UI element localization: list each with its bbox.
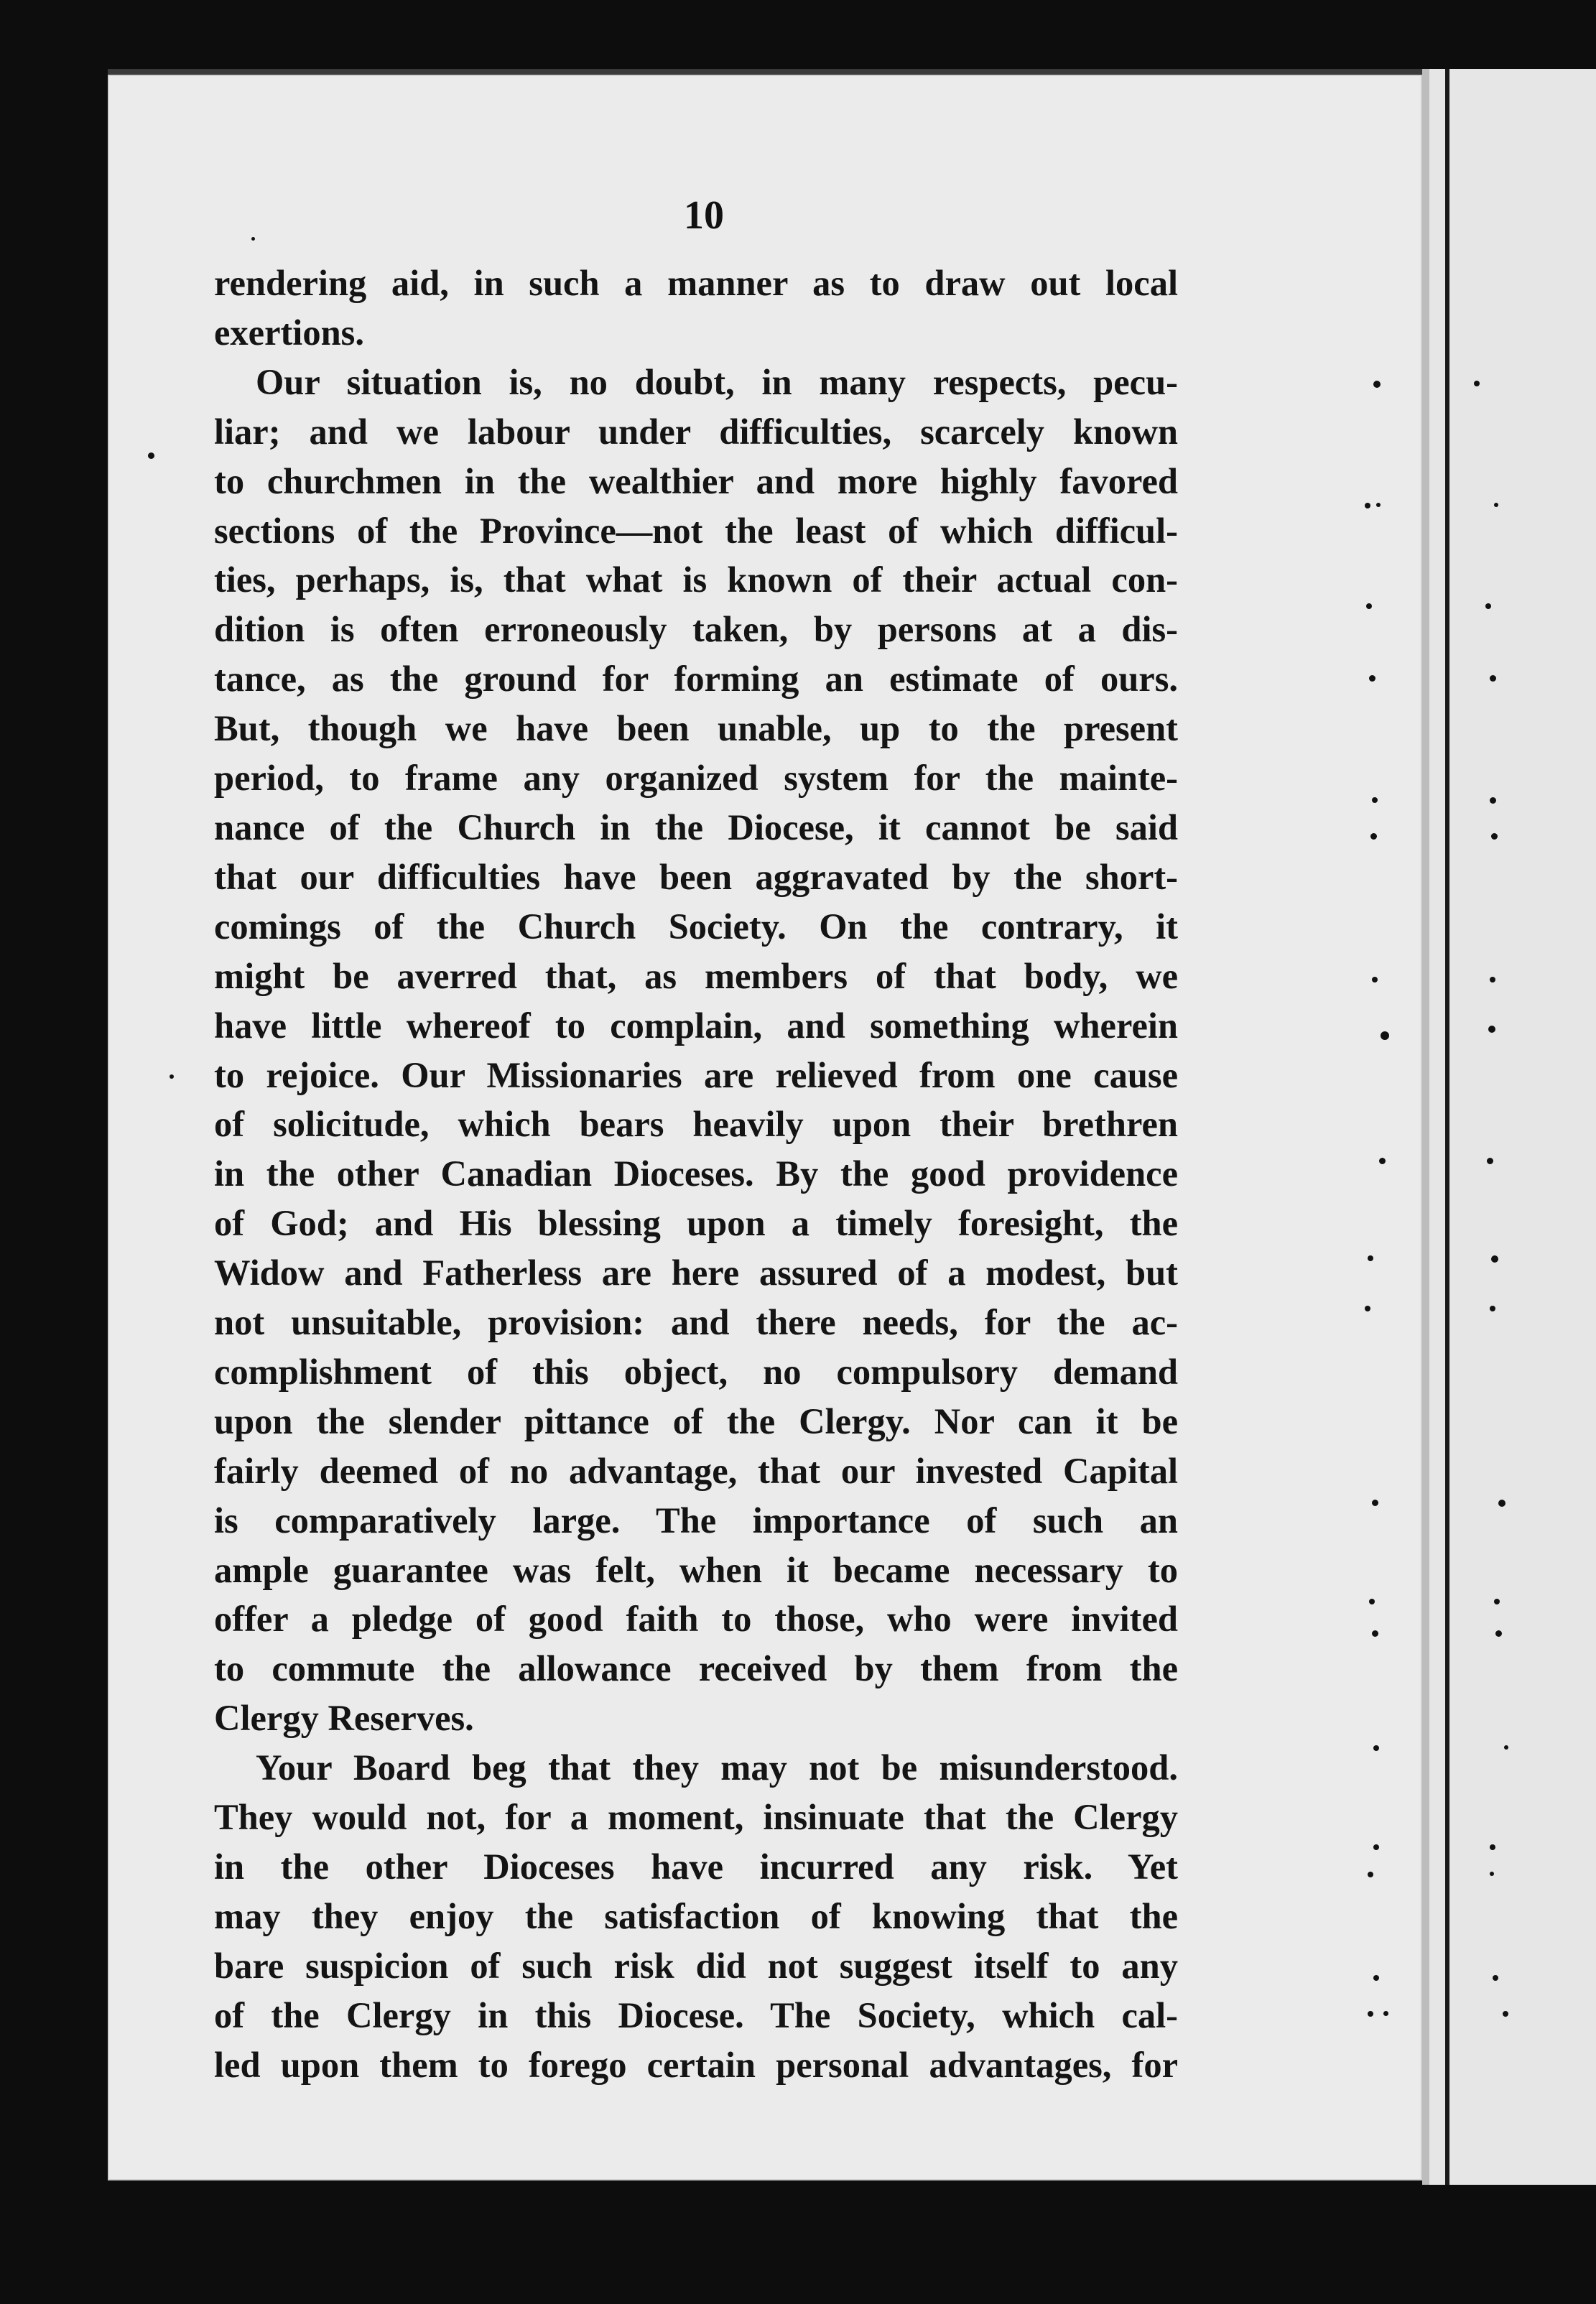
text-line: have little whereof to complain, and something wherein [214,1005,1178,1046]
text-line: liar; and we labour under difficulties, scarcely known [214,411,1178,452]
body-text [214,259,1178,2090]
facing-page-edge [1422,69,1596,2185]
text-line: that our difficulties have been aggravated by the short- [214,856,1178,897]
text-line: bare suspicion of such risk did not suggest itself to any [214,1945,1178,1986]
text-line: But, though we have been unable, up to the present [214,708,1178,749]
paragraph-2 [214,358,1178,1743]
text-line: comings of the Church Society. On the contrary, it [214,906,1178,947]
text-line: fairly deemed of no advantage, that our invested Capital [214,1450,1178,1491]
text-line: of the Clergy in this Diocese. The Society, which cal- [214,1994,1178,2035]
text-line: not unsuitable, provision: and there needs, for the ac- [214,1302,1178,1343]
page-number: 10 [684,193,724,238]
text-line: to commute the allowance received by them from the [214,1648,1178,1689]
text-line: Your Board beg that they may not be misunderstood. [256,1747,1178,1788]
text-line: offer a pledge of good faith to those, who were invited [214,1599,1178,1640]
text-line: to churchmen in the wealthier and more highly favored [214,460,1178,501]
facing-page-border-line [1445,69,1449,2185]
text-line: upon the slender pittance of the Clergy. Nor can it be [214,1400,1178,1441]
text-line: Widow and Fatherless are here assured of a modest, but [214,1253,1178,1293]
text-line: rendering aid, in such a manner as to draw out local [214,263,1178,303]
text-line: exertions. [214,312,364,353]
text-line: Clergy Reserves. [214,1698,474,1739]
text-line: in the other Dioceses have incurred any risk. Yet [214,1847,1178,1887]
text-line: ties, perhaps, is, that what is known of their actual con- [214,559,1178,600]
text-line: of solicitude, which bears heavily upon their brethren [214,1104,1178,1145]
text-line: might be averred that, as members of that body, we [214,955,1178,996]
text-line: dition is often erroneously taken, by persons at a dis- [214,609,1178,650]
text-line: in the other Canadian Dioceses. By the good providence [214,1153,1178,1194]
text-line: may they enjoy the satisfaction of knowing that the [214,1895,1178,1936]
text-line: sections of the Province—not the least of which difficul- [214,510,1178,551]
text-line: Our situation is, no doubt, in many respects, pecu- [256,361,1178,402]
text-line: to rejoice. Our Missionaries are relieved from one cause [214,1054,1178,1095]
text-line: period, to frame any organized system for the mainte- [214,758,1178,799]
paragraph-1 [214,259,1178,358]
paragraph-3 [214,1743,1178,2089]
text-line: is comparatively large. The importance of such an [214,1500,1178,1541]
page-gutter [1422,69,1429,2185]
text-line: ample guarantee was felt, when it became necessary to [214,1549,1178,1590]
text-line: They would not, for a moment, insinuate that the Clergy [214,1797,1178,1838]
text-line: complishment of this object, no compulsory demand [214,1351,1178,1392]
text-line: led upon them to forego certain personal advantages, for [214,2044,1178,2085]
text-line: nance of the Church in the Diocese, it cannot be said [214,807,1178,847]
text-line: tance, as the ground for forming an estimate of ours. [214,659,1178,700]
text-line: of God; and His blessing upon a timely foresight, the [214,1203,1178,1244]
